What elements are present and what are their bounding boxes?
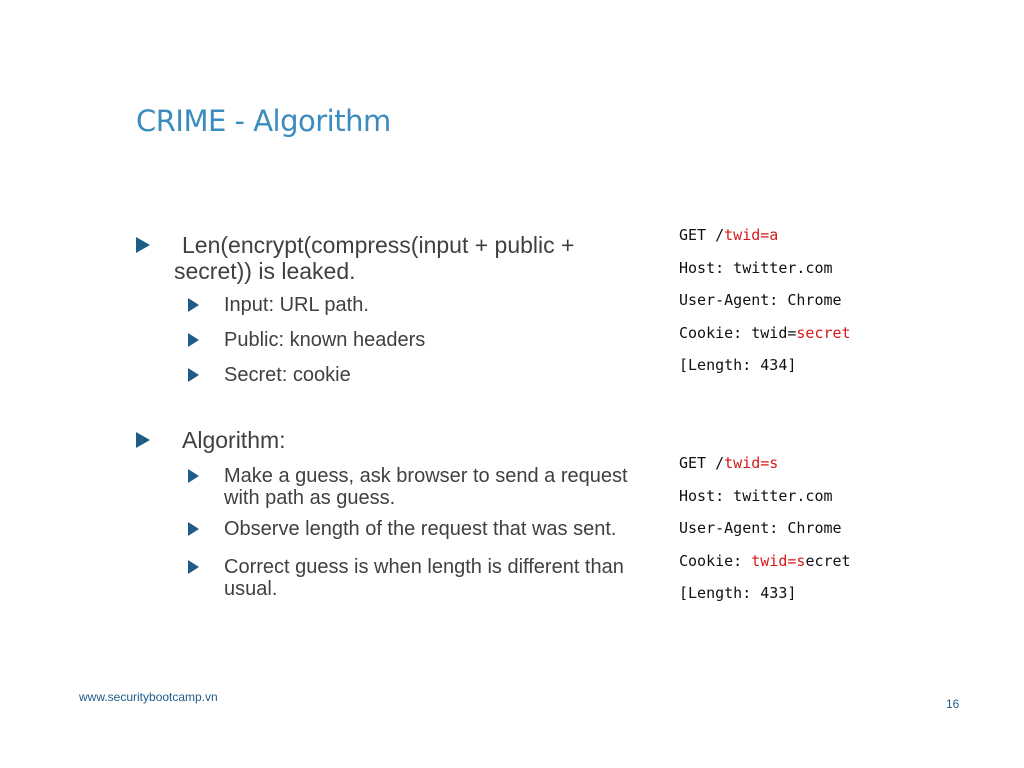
sub-bullet-public <box>188 329 425 351</box>
cookie-highlight: secret <box>796 323 851 342</box>
http-request-2 <box>679 454 851 617</box>
cookie-highlight: twid=s <box>751 551 806 570</box>
bullet-text: Public: known headers <box>224 329 426 351</box>
bullet-text: Algorithm: <box>182 427 286 453</box>
bullet-text: Len(encrypt(compress(input + public + secret)) is leaked. <box>174 232 575 284</box>
page-number: 16 <box>946 697 960 711</box>
bullet-arrow-icon <box>188 368 199 382</box>
get-prefix: GET / <box>679 454 725 472</box>
length-line: [Length: 434] <box>679 356 797 374</box>
get-prefix: GET / <box>679 226 725 244</box>
length-line: [Length: 433] <box>679 584 797 602</box>
bullet-text: Secret: cookie <box>224 364 351 386</box>
bullet-arrow-icon <box>188 560 199 574</box>
sub-bullet-guess <box>188 465 668 509</box>
sub-bullet-correct <box>188 556 668 600</box>
cookie-prefix: Cookie: twid= <box>679 323 797 342</box>
bullet-text: Correct guess is when length is different than usual. <box>224 556 624 600</box>
sub-bullet-input <box>188 294 369 316</box>
bullet-algorithm <box>136 427 286 453</box>
host-line: Host: twitter.com <box>679 486 833 505</box>
bullet-text: Input: URL path. <box>224 294 369 316</box>
bullet-arrow-icon <box>188 333 199 347</box>
sub-bullet-observe <box>188 518 616 540</box>
cookie-prefix: Cookie: <box>679 551 752 570</box>
bullet-arrow-icon <box>188 298 199 312</box>
user-agent-line: User-Agent: Chrome <box>679 291 842 309</box>
http-request-1 <box>679 226 851 389</box>
cookie-line <box>679 324 851 357</box>
bullet-arrow-icon <box>188 522 199 536</box>
get-path: twid=s <box>724 454 779 472</box>
bullet-arrow-icon <box>136 237 150 253</box>
bullet-arrow-icon <box>188 469 199 483</box>
cookie-line <box>679 552 851 585</box>
get-line <box>679 226 851 259</box>
host-line: Host: twitter.com <box>679 258 833 277</box>
sub-bullet-secret <box>188 364 351 386</box>
bullet-leak <box>136 232 636 284</box>
bullet-text: Observe length of the request that was sent. <box>224 518 617 540</box>
user-agent-line: User-Agent: Chrome <box>679 519 842 537</box>
get-line <box>679 454 851 487</box>
get-path: twid=a <box>724 226 779 244</box>
bullet-text: Make a guess, ask browser to send a request with path as guess. <box>224 465 628 509</box>
slide-title: CRIME - Algorithm <box>136 104 391 138</box>
footer-url: www.securitybootcamp.vn <box>79 690 218 704</box>
cookie-suffix: ecret <box>805 551 851 570</box>
bullet-arrow-icon <box>136 432 150 448</box>
